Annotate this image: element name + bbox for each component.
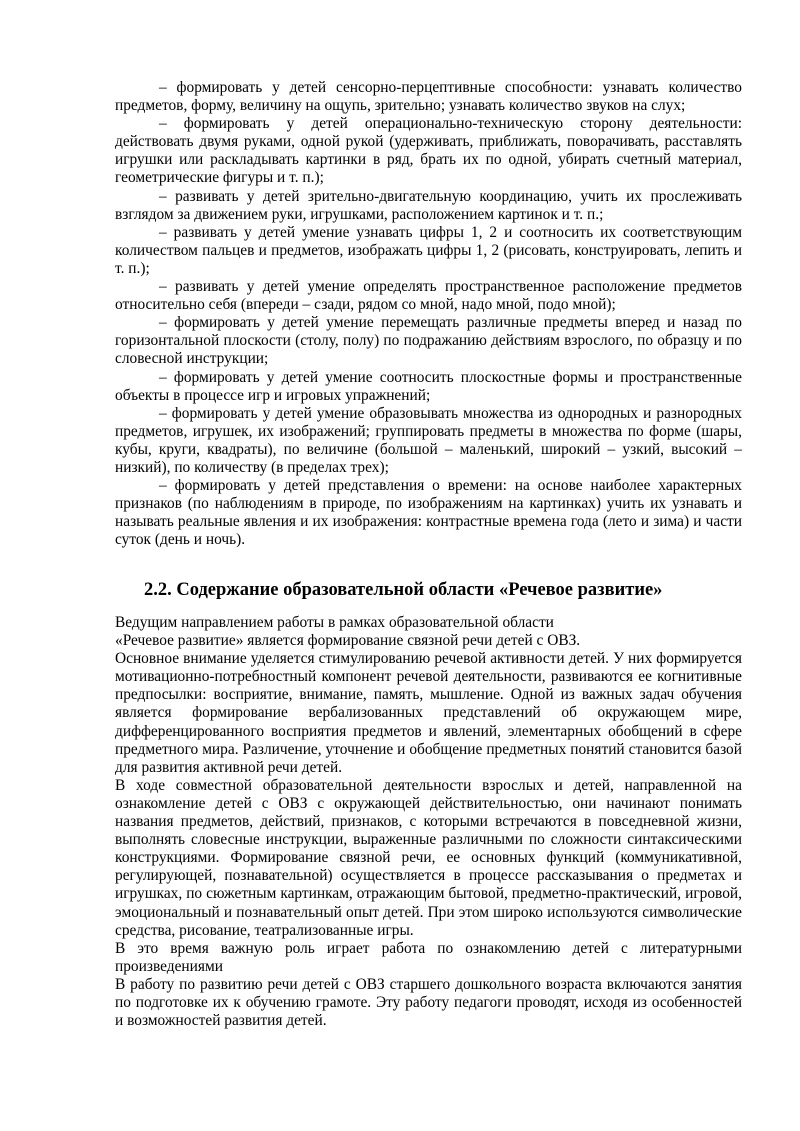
paragraph: В работу по развитию речи детей с ОВЗ старшего дошкольного возраста включаются занятия по подготовке их к обучению грамоте. Эту работу педагоги проводят, исходя из особенностей и возможностей развития детей. xyxy=(115,975,742,1030)
list-item: – формировать у детей умение образовывать множества из однородных и разнородных предметов, игрушек, их изображений; группировать предметы в множества по форме (шары, кубы, круги, квадраты), по величине (большой – маленький, широкий – узкий, высокий – низкий), по количеству (в пределах трех); xyxy=(115,404,742,476)
list-item: – развивать у детей зрительно-двигательную координацию, учить их прослеживать взглядом за движением руки, игрушками, расположением картинок и т. п.; xyxy=(115,187,742,223)
list-item: – развивать у детей умение узнавать цифры 1, 2 и соотносить их соответствующим количеством пальцев и предметов, изображать цифры 1, 2 (рисовать, конструировать, лепить и т. п.); xyxy=(115,223,742,277)
section-body xyxy=(115,614,742,1030)
list-item: – формировать у детей операционально-техническую сторону деятельности: действовать двумя руками, одной рукой (удерживать, приближать, поворачивать, расставлять игрушки или раскладывать картинки в ряд, брать их по одной, убирать счетный материал, геометрические фигуры и т. п.); xyxy=(115,115,742,187)
paragraph: В ходе совместной образовательной деятельности взрослых и детей, направленной на ознакомление детей с ОВЗ с окружающей действительностью, они начинают понимать названия предметов, действий, признаков, с которыми встречаются в повседневной жизни, выполнять словесные инструкции, выраженные различными по сложности синтаксическими конструкциями. Формирование связной речи, ее основных функций (коммуникативной, регулирующей, познавательной) осуществляется в процессе рассказывания о предметах и игрушках, по сюжетным картинкам, отражающим бытовой, предметно-практический, игровой, эмоциональный и познавательный опыт детей. При этом широко используются символические средства, рисование, театрализованные игры. xyxy=(115,776,742,939)
section-heading: 2.2. Содержание образовательной области «Речевое развитие» xyxy=(144,580,663,600)
list-item: – формировать у детей сенсорно-перцептивные способности: узнавать количество предметов, форму, величину на ощупь, зрительно; узнавать количество звуков на слух; xyxy=(115,79,742,115)
paragraph-intro-line-2: «Речевое развитие» является формирование связной речи детей с ОВЗ. xyxy=(115,632,581,650)
objectives-list xyxy=(115,79,742,549)
list-item: – формировать у детей умение перемещать различные предметы вперед и назад по горизонтальной плоскости (столу, полу) по подражанию действиям взрослого, по образцу и по словесной инструкции; xyxy=(115,314,742,368)
list-item: – формировать у детей представления о времени: на основе наиболее характерных признаков (по наблюдениям в природе, по изображениям на картинках) учить их узнавать и называть реальные явления и их изображения: контрастные времена года (лето и зима) и части суток (день и ночь). xyxy=(115,477,742,549)
paragraph-intro-line-1: Ведущим направлением работы в рамках образовательной области xyxy=(115,614,554,631)
paragraph: Основное внимание уделяется стимулированию речевой активности детей. У них формируется мотивационно-потребностный компонент речевой деятельности, развиваются ее когнитивные предпосылки: восприятие, внимание, память, мышление. Одной из важных задач обучения является формирование вербализованных представлений об окружающем мире, дифференцированного восприятия предметов и явлений, элементарных обобщений в сфере предметного мира. Различение, уточнение и обобщение предметных понятий становится базой для развития активной речи детей. xyxy=(115,650,742,776)
list-item: – формировать у детей умение соотносить плоскостные формы и пространственные объекты в процессе игр и игровых упражнений; xyxy=(115,368,742,404)
paragraph: В это время важную роль играет работа по ознакомлению детей с литературными произведениями xyxy=(115,939,742,975)
list-item: – развивать у детей умение определять пространственное расположение предметов относительно себя (впереди – сзади, рядом со мной, надо мной, подо мной); xyxy=(115,278,742,314)
